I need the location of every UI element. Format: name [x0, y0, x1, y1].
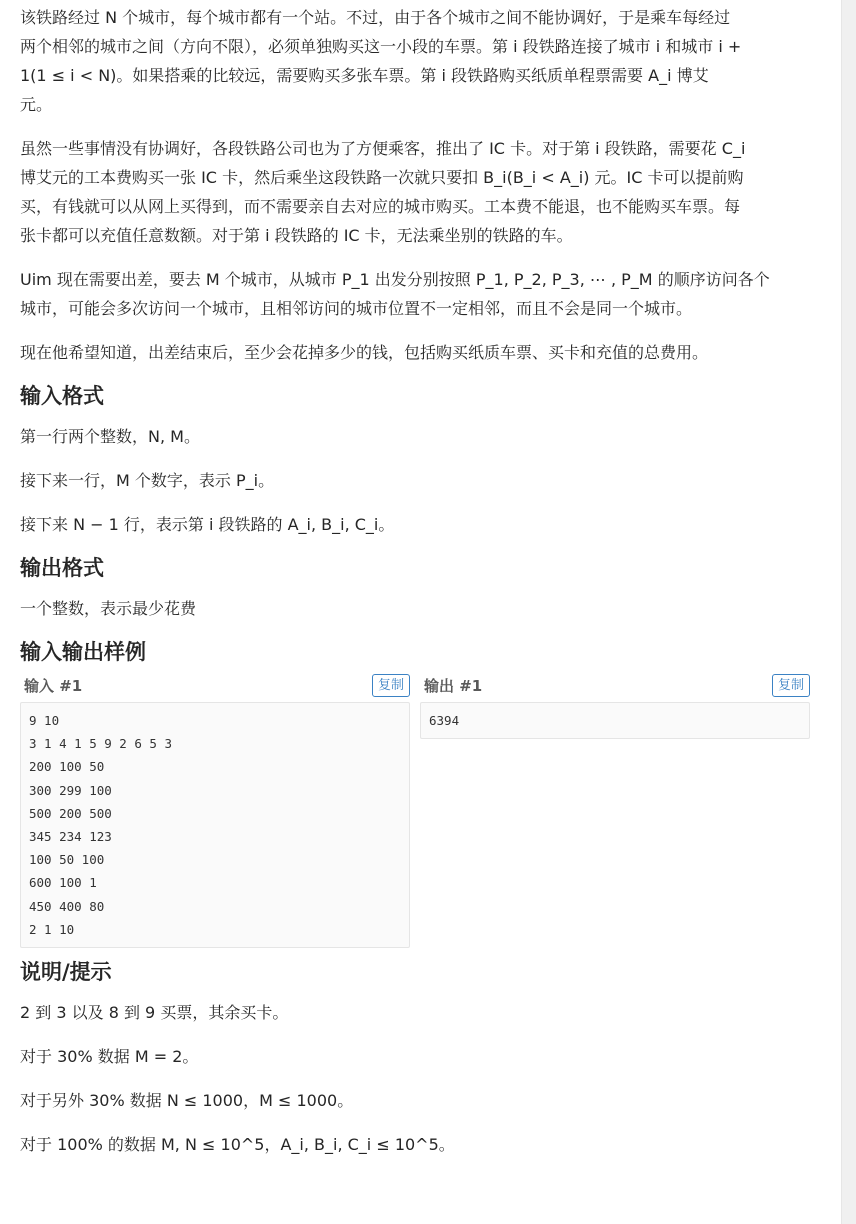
- output-format-title: 输出格式: [20, 556, 104, 580]
- hint-line-1: [20, 998, 816, 1027]
- intro-p3-line2: 城市，可能会多次访问一个城市，且相邻访问的城市位置不一定相邻，而且不会是同一个城市。: [20, 299, 693, 318]
- output-format-text-1: 一个整数，表示最少花费: [20, 599, 197, 618]
- sample-input-line: 600 100 1: [29, 875, 97, 891]
- intro-p4: 现在他希望知道，出差结束后，至少会花掉多少的钱，包括购买纸质车票、买卡和充值的总费用。: [20, 343, 709, 362]
- page-scrollbar[interactable]: [841, 0, 856, 1224]
- hint-text-2: 对于 30% 数据 M = 2。: [20, 1047, 199, 1067]
- sample-input-line: 9 10: [29, 713, 60, 728]
- intro-p1-line3: 1(1 ≤ i < N)。如果搭乘的比较远，需要购买多张车票。第 i 段铁路购买纸质单程票需要 A_i 博艾: [20, 66, 709, 85]
- copy-input-button[interactable]: 复制: [372, 674, 410, 697]
- intro-paragraph-4: [20, 338, 816, 367]
- sample-input-line: 345 234 123: [29, 829, 112, 845]
- sample-input-code: [20, 702, 410, 948]
- input-format-text-2: 接下来一行，M 个数字，表示 P_i。: [20, 471, 275, 490]
- intro-p2-line3: 买，有钱就可以从网上买得到，而不需要亲自去对应的城市购买。工本费不能退，也不能购买车票。每: [20, 197, 741, 216]
- input-format-text-1: 第一行两个整数，N, M。: [20, 427, 200, 446]
- problem-content: [20, 0, 816, 1174]
- intro-p1-line2: 两个相邻的城市之间（方向不限），必须单独购买这一小段的车票。第 i 段铁路连接了城市 i 和城市 i +: [20, 37, 742, 56]
- hint-line-2: [20, 1042, 816, 1071]
- intro-paragraph-3: [20, 265, 816, 323]
- sample-input-line: 500 200 500: [29, 805, 112, 821]
- hint-text-3: 对于另外 30% 数据 N ≤ 1000，M ≤ 1000。: [20, 1091, 354, 1111]
- samples-title: 输入输出样例: [20, 640, 146, 664]
- sample-input-title: 输入 #1: [24, 676, 83, 695]
- intro-p3-line1: Uim 现在需要出差，要去 M 个城市，从城市 P_1 出发分别按照 P_1, P_2, P_3, ⋯ , P_M 的顺序访问各个: [20, 270, 770, 289]
- intro-paragraph-1: [20, 3, 816, 119]
- sample-input-line: 100 50 100: [29, 852, 105, 868]
- input-format-line-3: [20, 510, 816, 539]
- sample-output-line: 6394: [429, 713, 460, 728]
- intro-p2-line1: 虽然一些事情没有协调好，各段铁路公司也为了方便乘客，推出了 IC 卡。对于第 i 段铁路，需要花 C_i: [20, 139, 746, 158]
- scrollbar-thumb[interactable]: [845, 0, 853, 1224]
- sample-input-header: [20, 672, 410, 698]
- output-format-line-1: [20, 594, 816, 623]
- intro-p2-line4: 张卡都可以充值任意数额。对于第 i 段铁路的 IC 卡，无法乘坐别的铁路的车。: [20, 226, 573, 245]
- sample-input-line: 200 100 50: [29, 759, 105, 775]
- intro-p1-line4: 元。: [20, 95, 53, 114]
- input-format-text-3: 接下来 N − 1 行，表示第 i 段铁路的 A_i, B_i, C_i。: [20, 515, 395, 534]
- sample-output: [420, 672, 810, 948]
- input-format-line-2: [20, 466, 816, 495]
- sample-output-title: 输出 #1: [424, 676, 483, 695]
- sample-input: [20, 672, 410, 948]
- intro-p2-line2: 博艾元的工本费购买一张 IC 卡，然后乘坐这段铁路一次就只要扣 B_i(B_i < A_i) 元。IC 卡可以提前购: [20, 168, 744, 187]
- sample-output-code: [420, 702, 810, 739]
- samples-container: [20, 672, 816, 948]
- copy-output-button[interactable]: 复制: [772, 674, 810, 697]
- sample-input-line: 3 1 4 1 5 9 2 6 5 3: [29, 736, 172, 752]
- hint-line-3: [20, 1086, 816, 1115]
- intro-paragraph-2: [20, 134, 816, 250]
- hint-line-4: [20, 1130, 816, 1159]
- input-format-line-1: [20, 422, 816, 451]
- sample-output-header: [420, 672, 810, 698]
- intro-p1-line1: 该铁路经过 N 个城市，每个城市都有一个站。不过，由于各个城市之间不能协调好，于是乘车每经过: [20, 8, 731, 27]
- hint-text-4: 对于 100% 的数据 M, N ≤ 10^5，A_i, B_i, C_i ≤ 10^5。: [20, 1135, 455, 1155]
- sample-input-line: 300 299 100: [29, 782, 112, 798]
- sample-input-line: 2 1 10: [29, 921, 75, 937]
- input-format-title: 输入格式: [20, 384, 104, 408]
- hint-text-1: 2 到 3 以及 8 到 9 买票，其余买卡。: [20, 1003, 289, 1023]
- sample-input-line: 450 400 80: [29, 898, 105, 914]
- hints-title: 说明/提示: [20, 960, 112, 985]
